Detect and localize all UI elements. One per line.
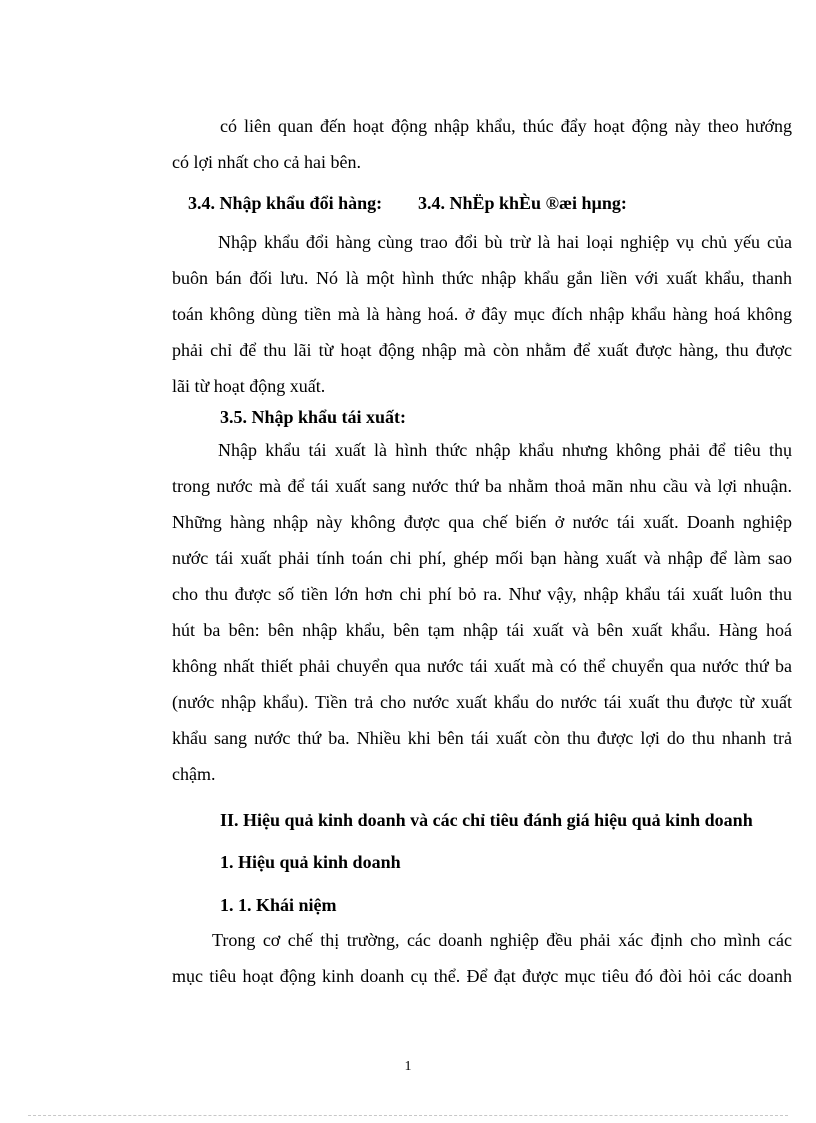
text-line: lãi từ hoạt động xuất.: [172, 376, 326, 396]
text-line: cho thu được số tiền lớn hơn chi phí bỏ ra. Như vậy, nhập khẩu tái xuất luôn thu: [172, 584, 792, 604]
text-line: Nhập khẩu tái xuất là hình thức nhập khẩu nhưng không phải để tiêu thụ: [218, 440, 792, 460]
page-number: 1: [404, 1059, 412, 1074]
heading-3-5: 3.5. Nhập khẩu tái xuất:: [220, 407, 407, 427]
paragraph-1: [172, 108, 792, 180]
text-line: trong nước mà để tái xuất sang nước thứ ba nhằm thoả mãn nhu cầu và lợi nhuận.: [172, 476, 792, 496]
text-line: phải chỉ để thu lãi từ hoạt động nhập mà còn nhằm để xuất được hàng, thu được: [172, 340, 792, 360]
text-line: nước tái xuất phải tính toán chi phí, ghép mối bạn hàng xuất và nhập để làm sao: [172, 548, 792, 568]
text-line: Trong cơ chế thị trường, các doanh nghiệp đều phải xác định cho mình các: [212, 930, 792, 950]
text-line: Những hàng nhập này không được qua chế biến ở nước tái xuất. Doanh nghiệp: [172, 512, 792, 532]
text-line: chậm.: [172, 764, 216, 784]
heading-3-4-garbled: 3.4. NhËp khÈu ®æi hµng:: [418, 193, 627, 213]
paragraph-4: [172, 922, 792, 994]
text-line: hút ba bên: bên nhập khẩu, bên tạm nhập tái xuất và bên xuất khẩu. Hàng hoá: [172, 620, 792, 640]
text-line: khẩu sang nước thứ ba. Nhiều khi bên tái xuất còn thu được lợi do thu nhanh trả: [172, 728, 792, 748]
text-line: có lợi nhất cho cả hai bên.: [172, 152, 361, 172]
heading-1-1: 1. 1. Khái niệm: [220, 895, 337, 915]
heading-section-II: II. Hiệu quả kinh doanh và các chỉ tiêu đánh giá hiệu quả kinh doanh: [220, 810, 753, 830]
text-line: (nước nhập khẩu). Tiền trả cho nước xuất khẩu do nước tái xuất thu được từ xuất: [172, 692, 792, 712]
heading-1: 1. Hiệu quả kinh doanh: [220, 852, 401, 872]
text-line: không nhất thiết phải chuyển qua nước tái xuất mà có thể chuyển qua nước thứ ba: [172, 656, 792, 676]
text-line: mục tiêu hoạt động kinh doanh cụ thể. Để đạt được mục tiêu đó đòi hỏi các doanh: [172, 966, 792, 986]
text-line: toán không dùng tiền mà là hàng hoá. ở đây mục đích nhập khẩu hàng hoá không: [172, 304, 792, 324]
paragraph-3: [172, 432, 792, 792]
heading-3-4: 3.4. Nhập khẩu đổi hàng:: [188, 193, 383, 213]
text-line: Nhập khẩu đổi hàng cùng trao đổi bù trừ là hai loại nghiệp vụ chủ yếu của: [218, 232, 792, 252]
text-line: có liên quan đến hoạt động nhập khẩu, thúc đẩy hoạt động này theo hướng: [220, 116, 792, 136]
page-bottom-divider: [28, 1115, 788, 1116]
text-line: buôn bán đối lưu. Nó là một hình thức nhập khẩu gắn liền với xuất khẩu, thanh: [172, 268, 792, 288]
paragraph-2: [172, 224, 792, 404]
